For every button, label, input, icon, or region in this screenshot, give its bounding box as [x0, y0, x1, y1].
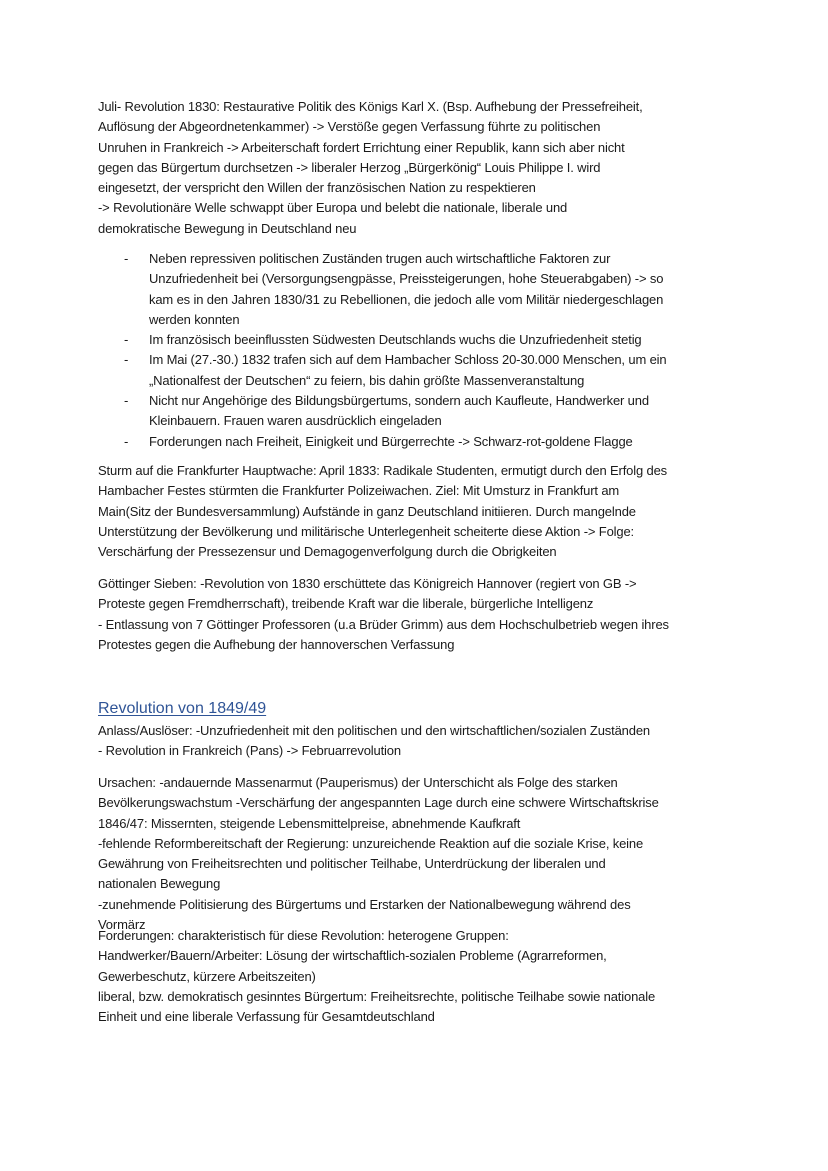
- text-line: Kleinbauern. Frauen waren ausdrücklich eingeladen: [149, 413, 442, 429]
- text-line: Im Mai (27.-30.) 1832 trafen sich auf dem Hambacher Schloss 20-30.000 Menschen, um ein: [149, 352, 667, 368]
- sturm-hauptwache-paragraph: [98, 461, 738, 562]
- text-line: Anlass/Auslöser: -Unzufriedenheit mit den politischen und den wirtschaftlichen/sozialen Zuständen: [98, 723, 650, 738]
- text-line: Unzufriedenheit bei (Versorgungsengpässe, Preissteigerungen, hohe Steuerabgaben) -> so: [149, 271, 664, 287]
- list-item: [98, 432, 738, 452]
- text-line: kam es in den Jahren 1830/31 zu Rebellionen, die jedoch alle vom Militär niedergeschlagen: [149, 291, 664, 307]
- text-line: Sturm auf die Frankfurter Hauptwache: April 1833: Radikale Studenten, ermutigt durch den Erfolg des: [98, 463, 668, 478]
- text-line: Handwerker/Bauern/Arbeiter: Lösung der wirtschaftlich-sozialen Probleme (Agrarreformen,: [98, 948, 607, 964]
- forderungen-paragraph: [98, 926, 738, 1027]
- text-line: Einheit und eine liberale Verfassung für Gesamtdeutschland: [98, 1009, 435, 1025]
- text-line: - Entlassung von 7 Göttinger Professoren (u.a Brüder Grimm) aus dem Hochschulbetrieb wegen ihres: [98, 616, 669, 632]
- text-line: liberal, bzw. demokratisch gesinntes Bürgertum: Freiheitsrechte, politische Teilhabe sowie nationale: [98, 988, 656, 1004]
- list-item: [98, 249, 738, 330]
- goettinger-sieben-paragraph: [98, 574, 738, 655]
- text-line: Neben repressiven politischen Zuständen trugen auch wirtschaftliche Faktoren zur: [149, 251, 611, 266]
- text-line: Unruhen in Frankreich -> Arbeiterschaft fordert Errichtung einer Republik, kann sich aber nicht: [98, 139, 625, 155]
- text-line: - Revolution in Frankreich (Pans) -> Februarrevolution: [98, 743, 401, 759]
- text-line: Vormärz: [98, 917, 146, 933]
- text-line: Forderungen nach Freiheit, Einigkeit und Bürgerrechte -> Schwarz-rot-goldene Flagge: [149, 433, 633, 449]
- text-line: Gewerbeschutz, kürzere Arbeitszeiten): [98, 968, 316, 984]
- bullet-marker: -: [124, 433, 129, 449]
- list-item: [98, 391, 738, 432]
- text-line: Unterstützung der Bevölkerung und militärische Unterlegenheit scheiterte diese Aktion -> Folge:: [98, 523, 635, 539]
- text-line: 1846/47: Missernten, steigende Lebensmittelpreise, abnehmende Kaufkraft: [98, 815, 521, 831]
- section-heading: Revolution von 1849/49: [98, 700, 267, 717]
- list-item: [98, 330, 738, 350]
- text-line: werden konnten: [149, 311, 240, 327]
- text-line: eingesetzt, der verspricht den Willen der französischen Nation zu respektieren: [98, 180, 536, 196]
- text-line: gegen das Bürgertum durchsetzen -> liberaler Herzog „Bürgerkönig“ Louis Philippe I. wird: [98, 159, 601, 175]
- juli-revolution-paragraph: [98, 97, 738, 239]
- text-line: Bevölkerungswachstum -Verschärfung der angespannten Lage durch eine schwere Wirtschaftskrise: [98, 795, 659, 811]
- bullet-marker: -: [124, 393, 129, 409]
- text-line: demokratische Bewegung in Deutschland neu: [98, 220, 357, 236]
- text-line: -fehlende Reformbereitschaft der Regierung: unzureichende Reaktion auf die soziale Krise, keine: [98, 835, 644, 851]
- text-line: Nicht nur Angehörige des Bildungsbürgertums, sondern auch Kaufleute, Handwerker und: [149, 393, 649, 409]
- anlass-paragraph: [98, 721, 738, 762]
- text-line: Im französisch beeinflussten Südwesten Deutschlands wuchs die Unzufriedenheit stetig: [149, 332, 642, 348]
- text-line: Hambacher Festes stürmten die Frankfurter Polizeiwachen. Ziel: Mit Umsturz in Frankfurt am: [98, 483, 620, 499]
- text-line: Forderungen: charakteristisch für diese Revolution: heterogene Gruppen:: [98, 928, 509, 943]
- text-line: nationalen Bewegung: [98, 876, 221, 892]
- text-line: Protestes gegen die Aufhebung der hannoverschen Verfassung: [98, 636, 455, 652]
- bullet-marker: -: [124, 332, 129, 348]
- text-line: Gewährung von Freiheitsrechten und politischer Teilhabe, Unterdrückung der liberalen und: [98, 856, 606, 872]
- text-line: Verschärfung der Pressezensur und Demagogenverfolgung durch die Obrigkeiten: [98, 544, 557, 560]
- text-line: Proteste gegen Fremdherrschaft), treibende Kraft war die liberale, bürgerliche Intelligenz: [98, 596, 594, 612]
- text-line: -zunehmende Politisierung des Bürgertums und Erstarken der Nationalbewegung während des: [98, 896, 631, 912]
- bullet-marker: -: [124, 352, 129, 368]
- text-line: Auflösung der Abgeordnetenkammer) -> Verstöße gegen Verfassung führte zu politischen: [98, 119, 601, 135]
- bullet-marker: -: [124, 251, 129, 266]
- text-line: „Nationalfest der Deutschen“ zu feiern, bis dahin größte Massenveranstaltung: [149, 372, 585, 388]
- text-line: Main(Sitz der Bundesversammlung) Aufstände in ganz Deutschland initiieren. Durch mangelnde: [98, 503, 636, 519]
- text-line: Göttinger Sieben: -Revolution von 1830 erschüttete das Königreich Hannover (regiert von GB ->: [98, 576, 637, 591]
- list-item: [98, 350, 738, 391]
- bullet-list: [98, 249, 738, 452]
- text-line: -> Revolutionäre Welle schwappt über Europa und belebt die nationale, liberale und: [98, 200, 568, 216]
- text-line: Ursachen: -andauernde Massenarmut (Pauperismus) der Unterschicht als Folge des starken: [98, 775, 618, 790]
- ursachen-paragraph: [98, 773, 738, 935]
- text-line: Juli- Revolution 1830: Restaurative Politik des Königs Karl X. (Bsp. Aufhebung der Pressefreiheit,: [98, 99, 643, 114]
